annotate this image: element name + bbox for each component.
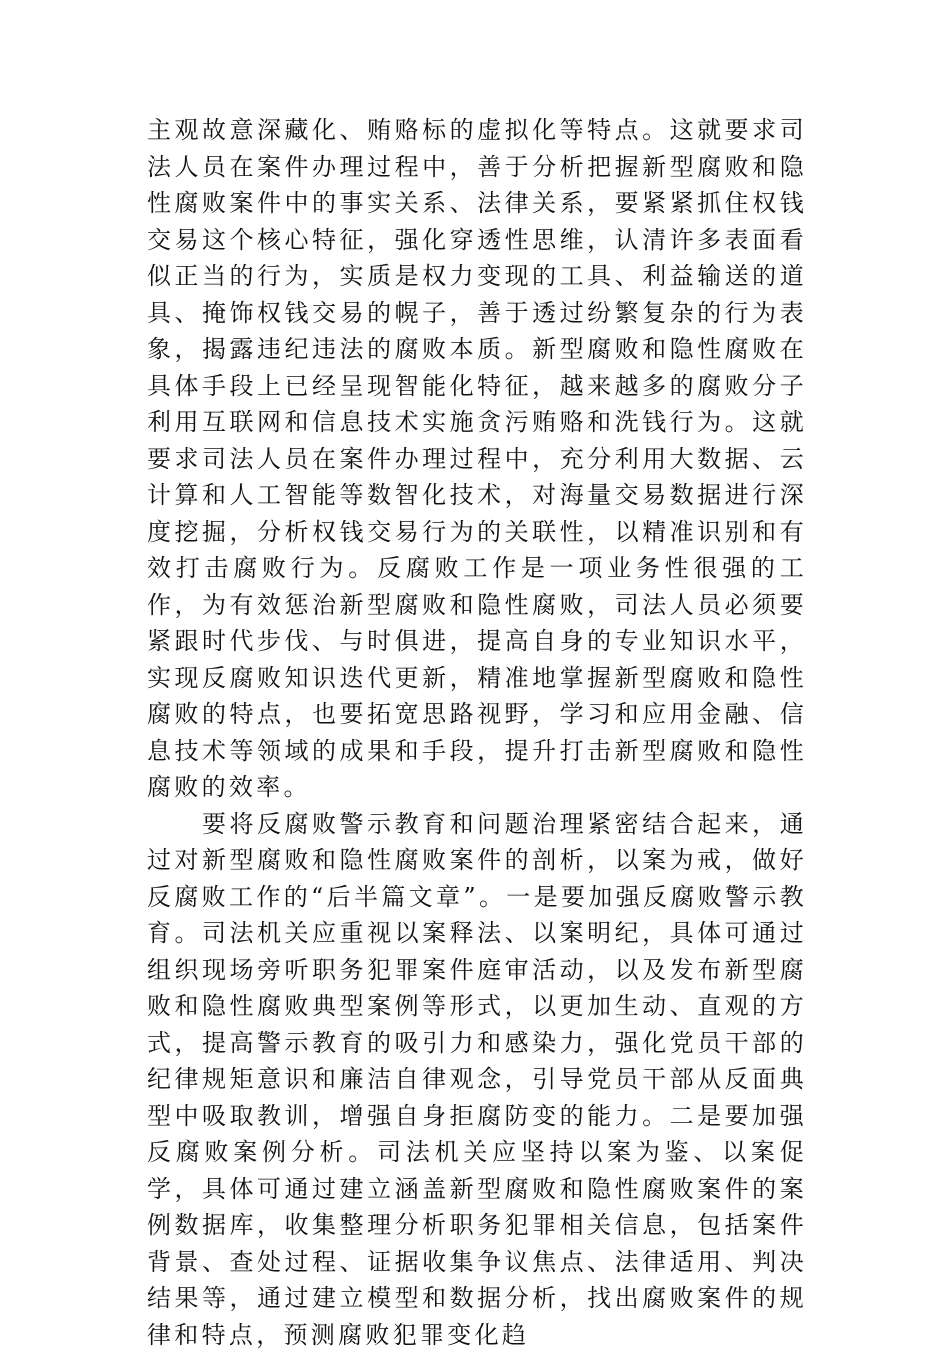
paragraph-continued: 主观故意深藏化、贿赂标的虚拟化等特点。这就要求司法人员在案件办理过程中，善于分析把握新型腐败和隐性腐败案件中的事实关系、法律关系，要紧紧抓住权钱交易这个核心特征，强化穿透性思维，认清许多表面看似正当的行为，实质是权力变现的工具、利益输送的道具、掩饰权钱交易的幌子，善于透过纷繁复杂的行为表象，揭露违纪违法的腐败本质。新型腐败和隐性腐败在具体手段上已经呈现智能化特征，越来越多的腐败分子利用互联网和信息技术实施贪污贿赂和洗钱行为。这就要求司法人员在案件办理过程中，充分利用大数据、云计算和人工智能等数智化技术，对海量交易数据进行深度挖掘，分析权钱交易行为的关联性，以精准识别和有效打击腐败行为。反腐败工作是一项业务性很强的工作，为有效惩治新型腐败和隐性腐败，司法人员必须要紧跟时代步伐、与时俱进，提高自身的专业知识水平，实现反腐败知识迭代更新，精准地掌握新型腐败和隐性腐败的特点，也要拓宽思路视野，学习和应用金融、信息技术等领域的成果和手段，提升打击新型腐败和隐性腐败的效率。 [147,112,807,806]
document-body [147,112,807,1353]
paragraph-warning-education: 要将反腐败警示教育和问题治理紧密结合起来，通过对新型腐败和隐性腐败案件的剖析，以案为戒，做好反腐败工作的“后半篇文章”。一是要加强反腐败警示教育。司法机关应重视以案释法、以案明纪，具体可通过组织现场旁听职务犯罪案件庭审活动，以及发布新型腐败和隐性腐败典型案例等形式，以更加生动、直观的方式，提高警示教育的吸引力和感染力，强化党员干部的纪律规矩意识和廉洁自律观念，引导党员干部从反面典型中吸取教训，增强自身拒腐防变的能力。二是要加强反腐败案例分析。司法机关应坚持以案为鉴、以案促学，具体可通过建立涵盖新型腐败和隐性腐败案件的案例数据库，收集整理分析职务犯罪相关信息，包括案件背景、查处过程、证据收集争议焦点、法律适用、判决结果等，通过建立模型和数据分析，找出腐败案件的规律和特点，预测腐败犯罪变化趋 [147,806,807,1353]
